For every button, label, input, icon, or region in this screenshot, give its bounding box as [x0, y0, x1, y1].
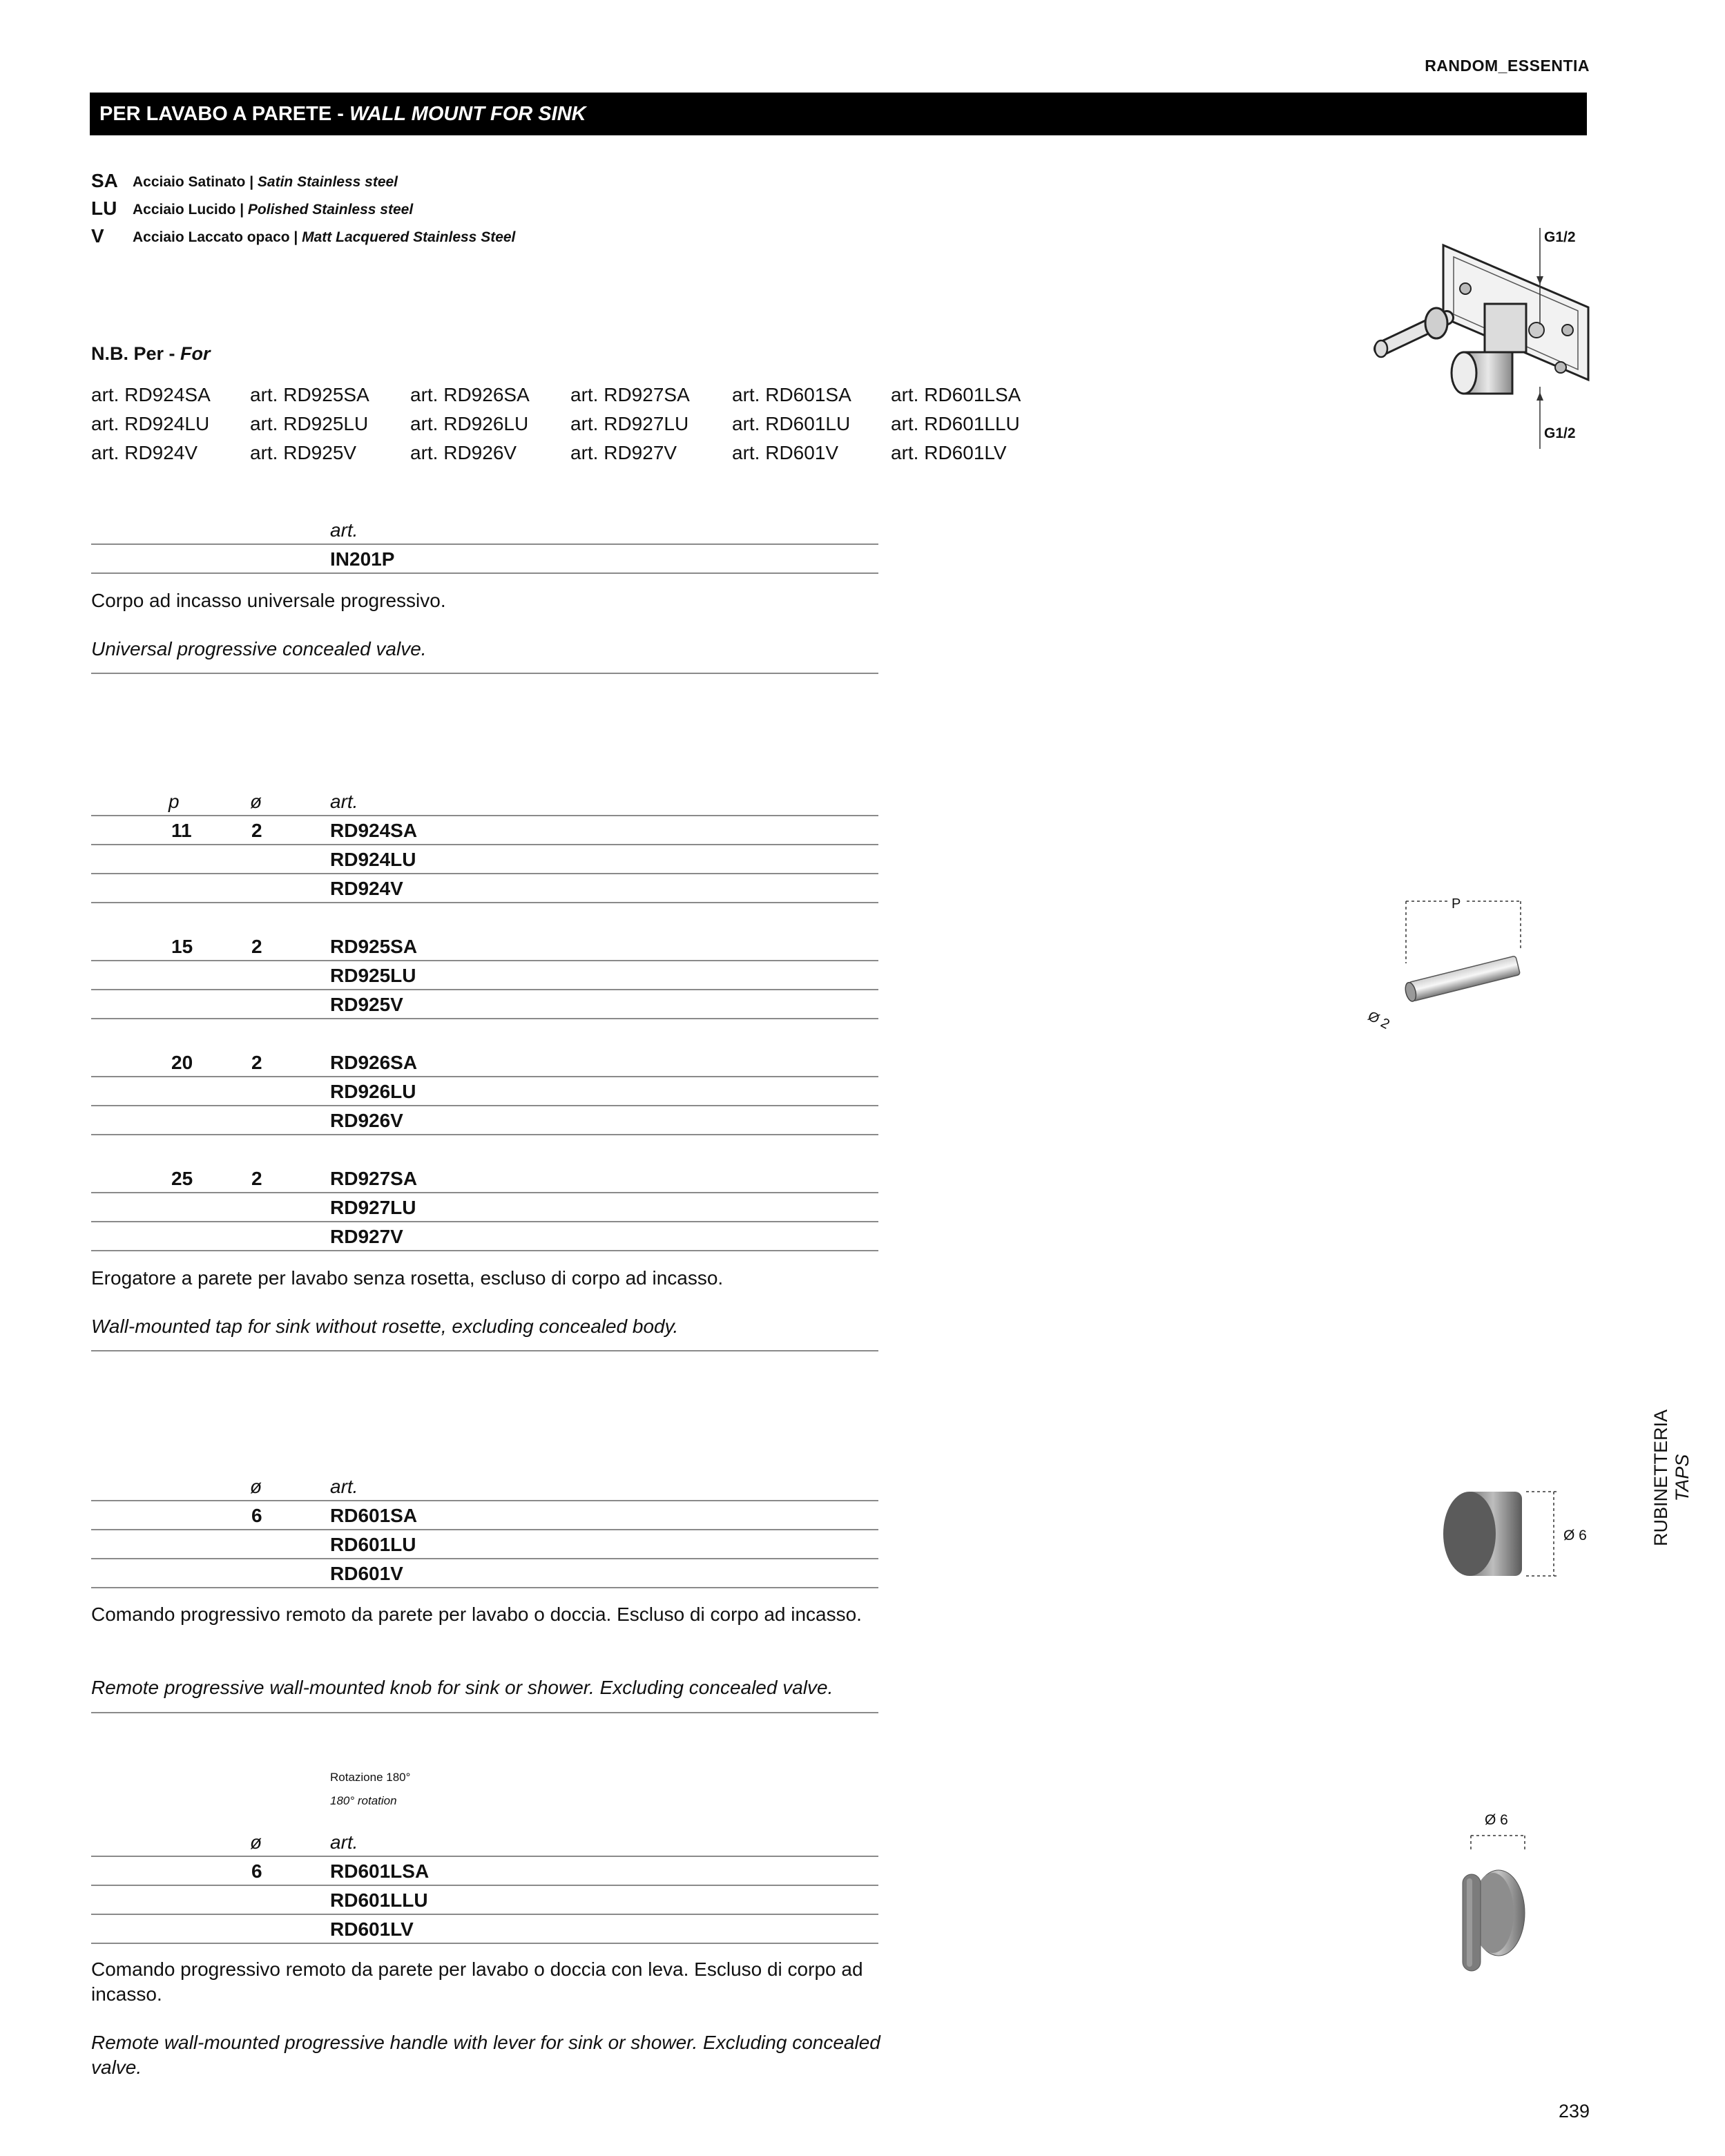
- diameter-value: 2: [251, 936, 262, 957]
- projection-value: 25: [171, 1168, 193, 1189]
- divider: [91, 1192, 878, 1193]
- divider: [91, 1914, 878, 1915]
- article-code: RD924V: [330, 878, 403, 899]
- spout-drawing: [1353, 887, 1533, 1039]
- compat-article: art. RD924LU: [91, 413, 210, 434]
- article-code: RD601LSA: [330, 1860, 430, 1882]
- description-en: Universal progressive concealed valve.: [91, 638, 427, 660]
- diameter-value: 6: [251, 1505, 262, 1526]
- description-it: Comando progressivo remoto da parete per lavabo o doccia. Escluso di corpo ad incasso.: [91, 1604, 862, 1625]
- valve-cap-face: [1452, 352, 1476, 394]
- diameter-value: 6: [251, 1860, 262, 1882]
- article-code: RD925SA: [330, 936, 418, 957]
- article-code: IN201P: [330, 548, 395, 570]
- description-it: Erogatore a parete per lavabo senza rosetta, escluso di corpo ad incasso.: [91, 1267, 724, 1289]
- finish-desc-it: Acciaio Laccato opaco |: [133, 229, 302, 245]
- header-diameter: ø: [250, 1831, 262, 1853]
- article-code: RD601LV: [330, 1918, 414, 1940]
- compat-article: art. RD925V: [250, 442, 357, 463]
- article-code: RD601LU: [330, 1534, 416, 1555]
- rotation-note-it: Rotazione 180°: [330, 1771, 411, 1784]
- section-banner: [90, 93, 1587, 135]
- nb-label: [91, 343, 211, 365]
- article-code: RD924LU: [330, 849, 416, 870]
- divider: [91, 815, 878, 816]
- finish-desc-it: Acciaio Lucido |: [133, 202, 248, 218]
- divider: [91, 543, 878, 545]
- diameter-value: 2: [251, 1168, 262, 1189]
- header-art: art.: [330, 1476, 358, 1497]
- divider: [91, 1221, 878, 1222]
- divider: [91, 989, 878, 990]
- finish-code: SA: [91, 170, 118, 191]
- banner-title-en: WALL MOUNT FOR SINK: [349, 103, 586, 125]
- divider: [91, 1500, 878, 1501]
- compat-article: art. RD927V: [570, 442, 677, 463]
- compat-article: art. RD924SA: [91, 384, 211, 405]
- projection-value: 20: [171, 1052, 193, 1073]
- brand-name: RANDOM_ESSENTIA: [1425, 57, 1590, 75]
- finish-desc-en: Polished Stainless steel: [247, 202, 414, 218]
- header-art: art.: [330, 519, 358, 541]
- knob-diameter-label: Ø 6: [1563, 1528, 1587, 1543]
- finish-desc: [133, 229, 515, 246]
- banner-title: PER LAVABO A PARETE -: [99, 103, 349, 125]
- lever-diameter-label: Ø 6: [1485, 1812, 1508, 1828]
- compat-article: art. RD601V: [732, 442, 839, 463]
- projection-value: 15: [171, 936, 193, 957]
- thread-label-top: G1/2: [1544, 229, 1576, 245]
- valve-screw: [1529, 323, 1544, 338]
- valve-screw: [1562, 325, 1573, 336]
- finish-row: [91, 225, 713, 250]
- compat-article: art. RD927LU: [570, 413, 689, 434]
- spout-diameter-label: Ø 2: [1365, 1008, 1392, 1032]
- article-code: RD601V: [330, 1563, 403, 1584]
- header-diameter: ø: [250, 791, 262, 812]
- finish-row: [91, 170, 713, 195]
- description-it: Comando progressivo remoto da parete per lavabo o doccia con leva. Escluso di corpo ad incasso.: [91, 1958, 863, 2005]
- compat-article: art. RD601LSA: [891, 384, 1021, 405]
- diameter-value: 2: [251, 820, 262, 841]
- divider: [91, 1558, 878, 1559]
- compat-article: art. RD924V: [91, 442, 198, 463]
- header-diameter: ø: [250, 1476, 262, 1497]
- divider: [91, 1529, 878, 1530]
- finish-code: V: [91, 225, 104, 247]
- description-en: Wall-mounted tap for sink without rosette, excluding concealed body.: [91, 1316, 679, 1337]
- side-label-en: TAPS: [1672, 1454, 1693, 1502]
- spout-projection-label: P: [1452, 896, 1461, 912]
- divider: [91, 1885, 878, 1886]
- page-number: 239: [1558, 2101, 1590, 2121]
- compat-article: art. RD926SA: [410, 384, 530, 405]
- projection-value: 11: [171, 820, 192, 841]
- side-category-label: [1650, 1367, 1699, 1588]
- article-code: RD927SA: [330, 1168, 418, 1189]
- finish-row: [91, 198, 713, 222]
- article-code: RD925V: [330, 994, 403, 1015]
- divider: [91, 572, 878, 574]
- compatible-articles: [91, 384, 1086, 474]
- header-art: art.: [330, 1831, 358, 1853]
- compat-article: art. RD926V: [410, 442, 517, 463]
- article-code: RD924SA: [330, 820, 418, 841]
- lever-arm-highlight: [1467, 1878, 1472, 1967]
- article-code: RD927V: [330, 1226, 403, 1247]
- compat-article: art. RD601SA: [732, 384, 851, 405]
- rotation-note-en: 180° rotation: [330, 1794, 397, 1807]
- finish-legend: [91, 170, 713, 250]
- divider: [91, 1587, 878, 1588]
- nb-label-it: N.B. Per -: [91, 343, 181, 364]
- valve-screw: [1460, 283, 1471, 294]
- divider: [91, 1134, 878, 1135]
- knob-face: [1443, 1492, 1496, 1576]
- finish-desc-en: Matt Lacquered Stainless Steel: [302, 229, 516, 245]
- valve-nut: [1425, 308, 1447, 338]
- compat-article: art. RD925LU: [250, 413, 369, 434]
- divider: [91, 1105, 878, 1106]
- description-en: Remote wall-mounted progressive handle with lever for sink or shower. Excluding concealed valve.: [91, 2032, 880, 2078]
- finish-desc-it: Acciaio Satinato |: [133, 174, 258, 190]
- finish-desc-en: Satin Stainless steel: [257, 174, 398, 190]
- article-code: RD926LU: [330, 1081, 416, 1102]
- nb-label-en: For: [180, 343, 211, 364]
- divider: [91, 1712, 878, 1713]
- diameter-value: 2: [251, 1052, 262, 1073]
- valve-stem-end: [1375, 340, 1387, 357]
- valve-body: [1485, 304, 1526, 352]
- compat-article: art. RD927SA: [570, 384, 690, 405]
- divider: [91, 844, 878, 845]
- lever-handle-drawing: [1436, 1809, 1561, 1975]
- divider: [91, 1076, 878, 1077]
- arrow-up-icon: [1536, 392, 1543, 401]
- divider: [91, 673, 878, 674]
- compat-article: art. RD601LU: [732, 413, 851, 434]
- finish-desc: [133, 202, 413, 218]
- divider: [91, 1943, 878, 1944]
- header-art: art.: [330, 791, 358, 812]
- compat-article: art. RD926LU: [410, 413, 529, 434]
- header-p: p: [168, 791, 180, 812]
- description-it: Corpo ad incasso universale progressivo.: [91, 590, 446, 611]
- divider: [91, 1250, 878, 1251]
- article-code: RD926V: [330, 1110, 403, 1131]
- finish-code: LU: [91, 198, 117, 219]
- article-code: RD601SA: [330, 1505, 418, 1526]
- article-code: RD926SA: [330, 1052, 418, 1073]
- concealed-valve-drawing: [1353, 221, 1616, 456]
- compat-article: art. RD925SA: [250, 384, 369, 405]
- divider: [91, 960, 878, 961]
- article-code: RD925LU: [330, 965, 416, 986]
- article-code: RD927LU: [330, 1197, 416, 1218]
- divider: [91, 1856, 878, 1857]
- description-en: Remote progressive wall-mounted knob for sink or shower. Excluding concealed valve.: [91, 1677, 833, 1698]
- article-code: RD601LLU: [330, 1889, 428, 1911]
- thread-label-bottom: G1/2: [1544, 425, 1576, 441]
- knob-drawing: [1436, 1478, 1602, 1588]
- finish-desc: [133, 174, 398, 191]
- spout-tube: [1408, 956, 1520, 1001]
- compat-article: art. RD601LLU: [891, 413, 1020, 434]
- side-label-it: RUBINETTERIA: [1650, 1409, 1671, 1547]
- divider: [91, 1018, 878, 1019]
- valve-screw: [1555, 362, 1566, 373]
- divider: [91, 873, 878, 874]
- compat-article: art. RD601LV: [891, 442, 1007, 463]
- divider: [91, 902, 878, 903]
- arrow-down-icon: [1536, 276, 1543, 285]
- divider: [91, 1350, 878, 1351]
